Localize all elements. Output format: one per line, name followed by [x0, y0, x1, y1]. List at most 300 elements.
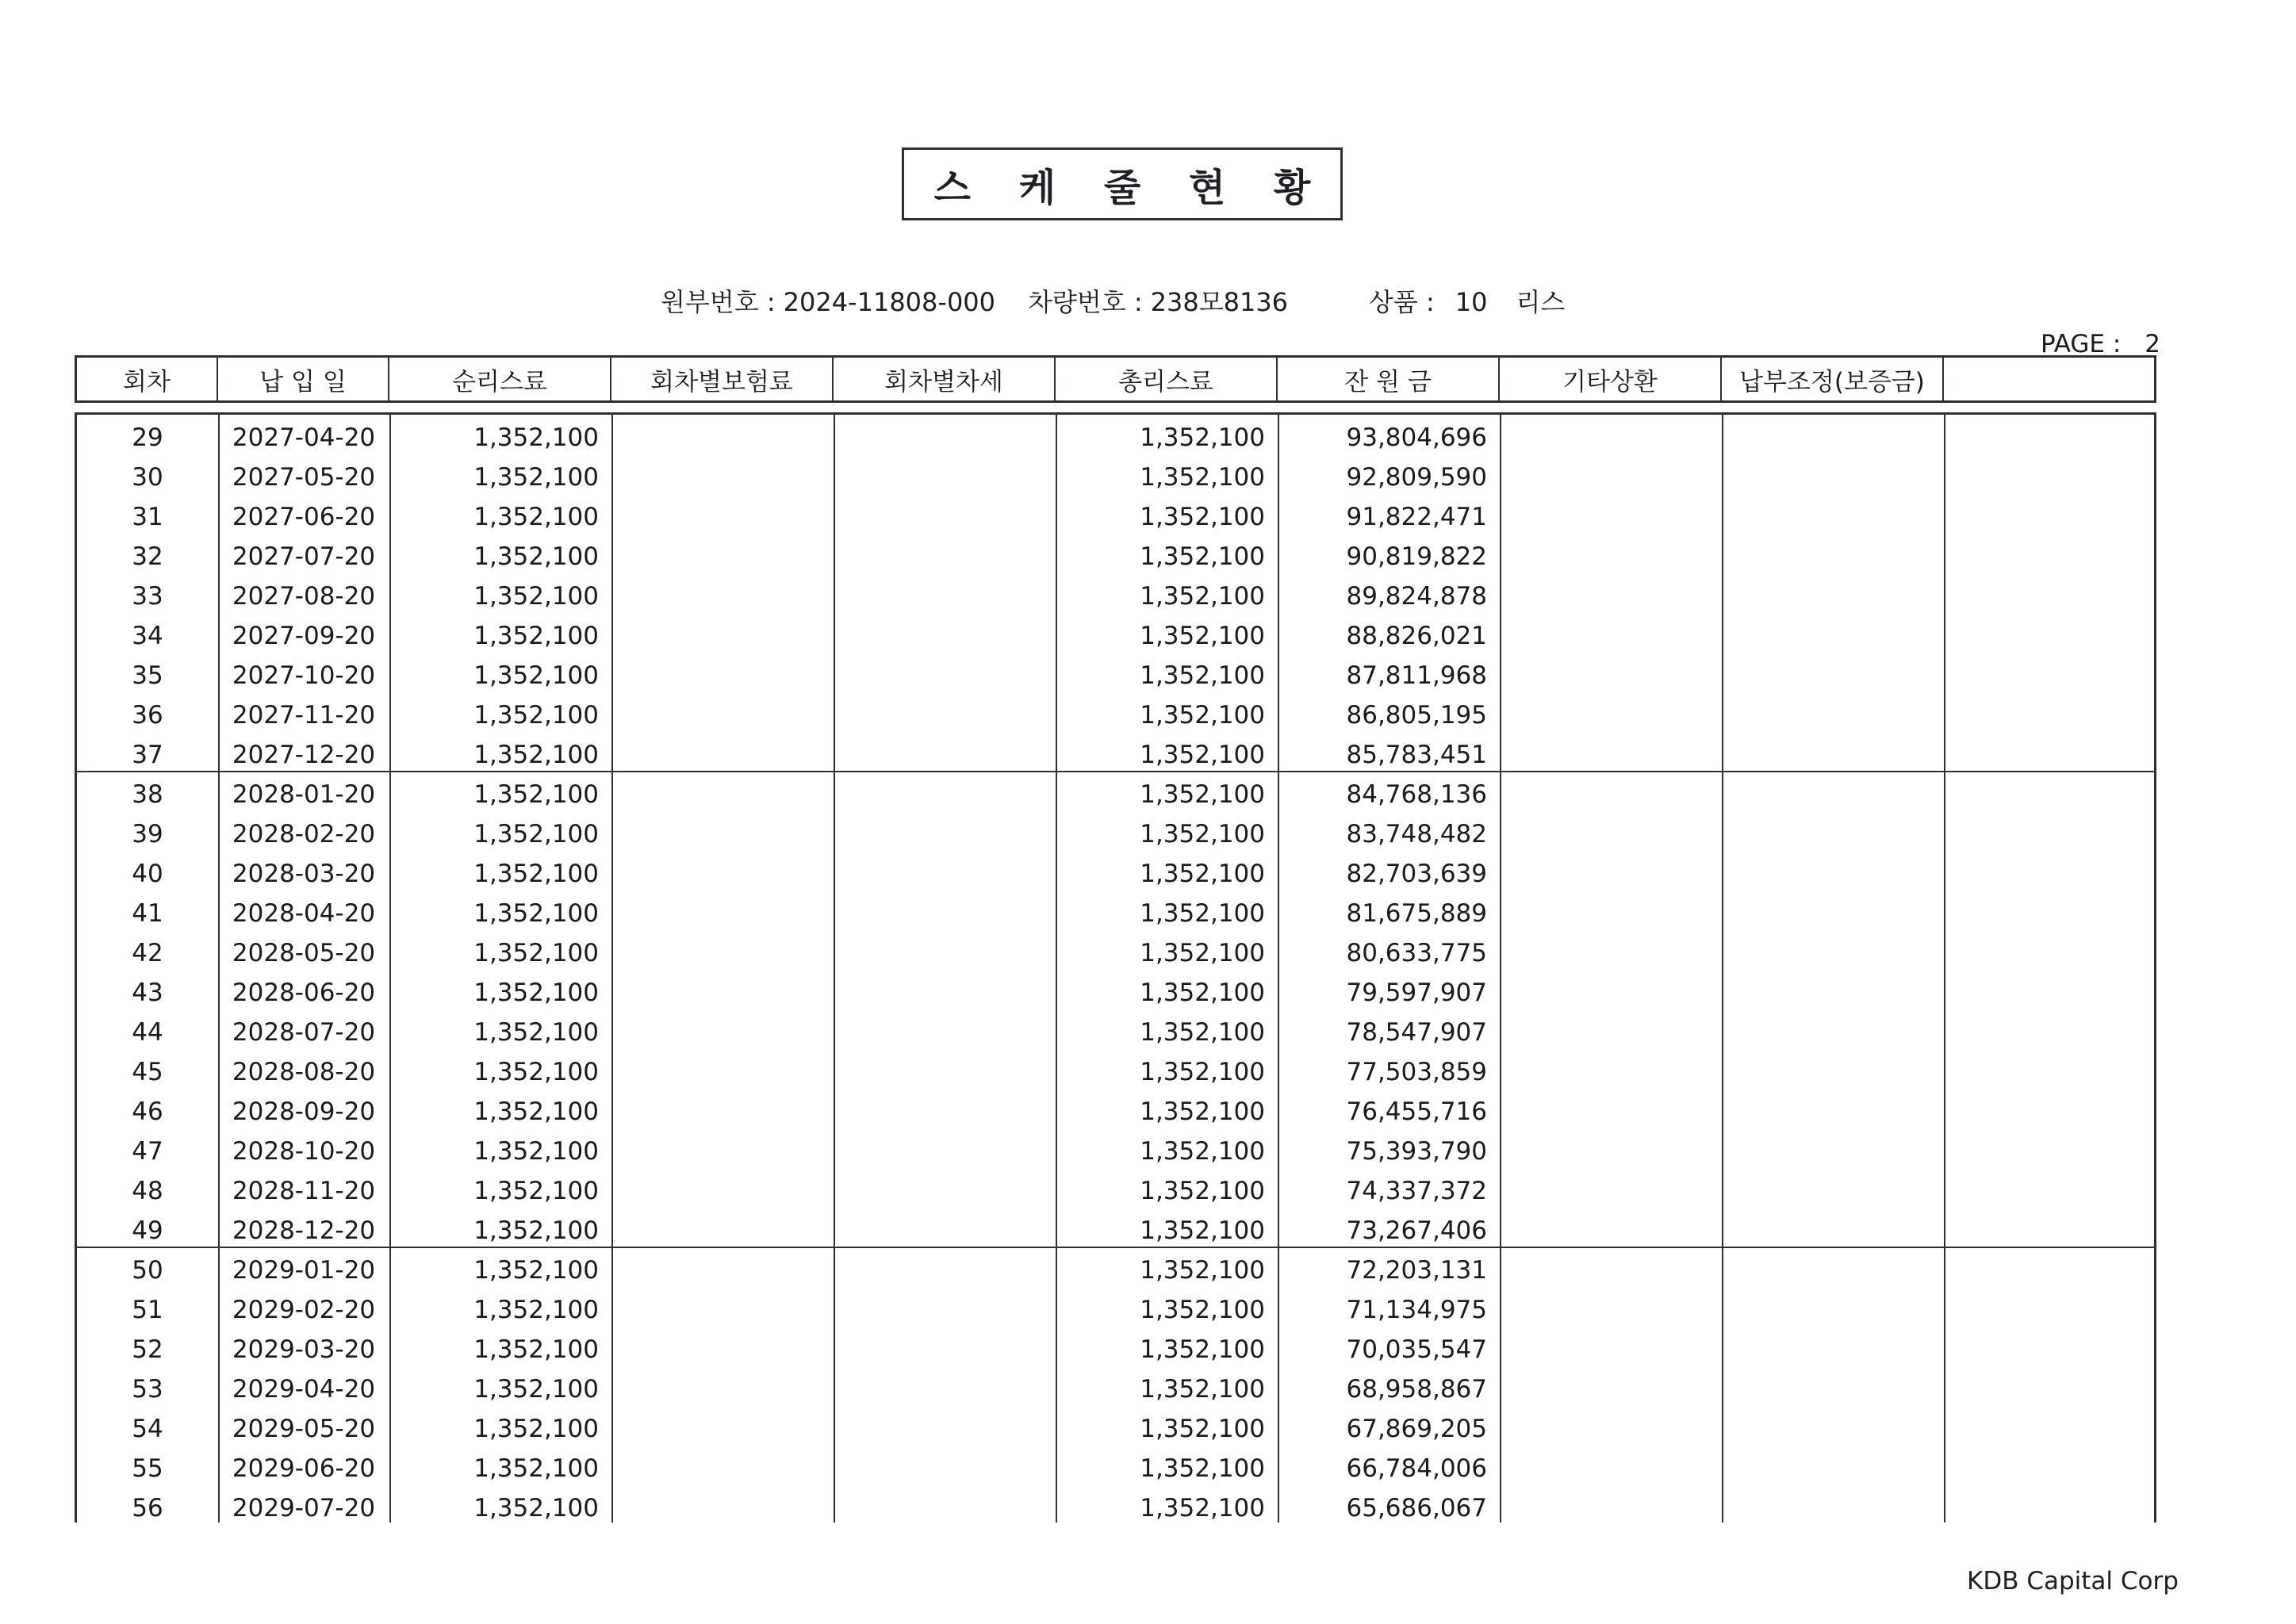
total-lease-fee-cell: 1,352,100 [1140, 1097, 1265, 1126]
total-lease-fee-cell: 1,352,100 [1140, 463, 1265, 492]
remaining-principal-cell: 89,824,878 [1346, 582, 1487, 611]
payment-adjustment-cell [1722, 537, 1944, 576]
blank-cell [1944, 1251, 2154, 1290]
installment-cell: 51 [132, 1296, 163, 1324]
payment-adjustment-cell [1722, 1251, 1944, 1290]
remaining-principal-cell: 84,768,136 [1346, 780, 1487, 809]
payment-date-cell: 2029-06-20 [232, 1454, 376, 1483]
insurance-cell [611, 537, 834, 576]
payment-adjustment-cell [1722, 418, 1944, 458]
blank-cell [1944, 894, 2154, 933]
blank-cell [1944, 854, 2154, 894]
payment-adjustment-cell [1722, 1132, 1944, 1171]
payment-adjustment-cell [1722, 458, 1944, 497]
table-row [77, 1488, 2154, 1528]
other-repayment-cell [1500, 656, 1722, 695]
other-repayment-cell [1500, 1052, 1722, 1092]
net-lease-fee-cell: 1,352,100 [473, 1137, 599, 1166]
insurance-cell [611, 1211, 834, 1251]
col-header-remaining-principal: 잔 원 금 [1278, 358, 1500, 400]
blank-cell [1944, 1330, 2154, 1369]
insurance-cell [611, 458, 834, 497]
table-row [77, 418, 2154, 458]
vehicle-tax-cell [834, 735, 1056, 775]
table-row [77, 537, 2154, 576]
table-row [77, 695, 2154, 735]
product-name: 리스 [1516, 287, 1566, 317]
table-row [77, 973, 2154, 1013]
blank-cell [1944, 537, 2154, 576]
table-row [77, 1013, 2154, 1052]
net-lease-fee-cell: 1,352,100 [473, 1335, 599, 1364]
remaining-principal-cell: 73,267,406 [1346, 1216, 1487, 1245]
payment-adjustment-cell [1722, 1013, 1944, 1052]
payment-adjustment-cell [1722, 1052, 1944, 1092]
installment-cell: 50 [132, 1256, 163, 1285]
remaining-principal-cell: 90,819,822 [1346, 542, 1487, 571]
installment-cell: 41 [132, 899, 163, 928]
col-header-payment-adjustment: 납부조정(보증금) [1722, 358, 1944, 400]
total-lease-fee-cell: 1,352,100 [1140, 860, 1265, 888]
installment-cell: 36 [132, 701, 163, 730]
net-lease-fee-cell: 1,352,100 [473, 1177, 599, 1205]
blank-cell [1944, 1449, 2154, 1488]
insurance-cell [611, 814, 834, 854]
payment-adjustment-cell [1722, 1449, 1944, 1488]
remaining-principal-cell: 88,826,021 [1346, 622, 1487, 650]
remaining-principal-cell: 85,783,451 [1346, 741, 1487, 769]
net-lease-fee-cell: 1,352,100 [473, 1018, 599, 1047]
net-lease-fee-cell: 1,352,100 [473, 701, 599, 730]
payment-adjustment-cell [1722, 854, 1944, 894]
net-lease-fee-cell: 1,352,100 [473, 661, 599, 690]
blank-cell [1944, 576, 2154, 616]
net-lease-fee-cell: 1,352,100 [473, 939, 599, 967]
payment-date-cell: 2029-07-20 [232, 1494, 376, 1522]
other-repayment-cell [1500, 1449, 1722, 1488]
installment-cell: 33 [132, 582, 163, 611]
total-lease-fee-cell: 1,352,100 [1140, 542, 1265, 571]
insurance-cell [611, 1171, 834, 1211]
insurance-cell [611, 1488, 834, 1528]
remaining-principal-cell: 68,958,867 [1346, 1375, 1487, 1404]
vehicle-tax-cell [834, 1052, 1056, 1092]
payment-date-cell: 2027-04-20 [232, 423, 376, 452]
vehicle-tax-cell [834, 1013, 1056, 1052]
vehicle-number-label: 차량번호 : [1028, 287, 1143, 317]
col-header-installment: 회차 [77, 358, 218, 400]
insurance-cell [611, 735, 834, 775]
net-lease-fee-cell: 1,352,100 [473, 860, 599, 888]
other-repayment-cell [1500, 418, 1722, 458]
total-lease-fee-cell: 1,352,100 [1140, 1296, 1265, 1324]
total-lease-fee-cell: 1,352,100 [1140, 701, 1265, 730]
payment-date-cell: 2028-04-20 [232, 899, 376, 928]
remaining-principal-cell: 83,748,482 [1346, 820, 1487, 848]
remaining-principal-cell: 81,675,889 [1346, 899, 1487, 928]
other-repayment-cell [1500, 1290, 1722, 1330]
remaining-principal-cell: 72,203,131 [1346, 1256, 1487, 1285]
payment-date-cell: 2029-03-20 [232, 1335, 376, 1364]
payment-adjustment-cell [1722, 1488, 1944, 1528]
net-lease-fee-cell: 1,352,100 [473, 542, 599, 571]
other-repayment-cell [1500, 616, 1722, 656]
vehicle-tax-cell [834, 1449, 1056, 1488]
vehicle-tax-cell [834, 1132, 1056, 1171]
other-repayment-cell [1500, 775, 1722, 814]
installment-cell: 43 [132, 979, 163, 1007]
product-code: 10 [1455, 287, 1488, 317]
vehicle-tax-cell [834, 933, 1056, 973]
installment-cell: 46 [132, 1097, 163, 1126]
vehicle-tax-cell [834, 1369, 1056, 1409]
payment-adjustment-cell [1722, 894, 1944, 933]
payment-adjustment-cell [1722, 735, 1944, 775]
blank-cell [1944, 1409, 2154, 1449]
insurance-cell [611, 616, 834, 656]
net-lease-fee-cell: 1,352,100 [473, 1256, 599, 1285]
other-repayment-cell [1500, 1092, 1722, 1132]
vehicle-tax-cell [834, 1290, 1056, 1330]
table-header [75, 355, 2156, 403]
payment-date-cell: 2027-05-20 [232, 463, 376, 492]
vehicle-tax-cell [834, 1488, 1056, 1528]
installment-cell: 54 [132, 1415, 163, 1443]
net-lease-fee-cell: 1,352,100 [473, 423, 599, 452]
vehicle-tax-cell [834, 775, 1056, 814]
title-box [902, 147, 1343, 220]
installment-cell: 56 [132, 1494, 163, 1522]
payment-date-cell: 2028-05-20 [232, 939, 376, 967]
payment-date-cell: 2029-05-20 [232, 1415, 376, 1443]
payment-date-cell: 2028-09-20 [232, 1097, 376, 1126]
payment-date-cell: 2028-07-20 [232, 1018, 376, 1047]
installment-cell: 29 [132, 423, 163, 452]
table-row [77, 933, 2154, 973]
table-row [77, 1330, 2154, 1369]
table-row [77, 894, 2154, 933]
total-lease-fee-cell: 1,352,100 [1140, 1375, 1265, 1404]
table-row [77, 458, 2154, 497]
total-lease-fee-cell: 1,352,100 [1140, 1058, 1265, 1086]
other-repayment-cell [1500, 537, 1722, 576]
vehicle-tax-cell [834, 1330, 1056, 1369]
insurance-cell [611, 418, 834, 458]
remaining-principal-cell: 87,811,968 [1346, 661, 1487, 690]
blank-cell [1944, 933, 2154, 973]
insurance-cell [611, 1013, 834, 1052]
contract-info-row [0, 282, 2296, 322]
remaining-principal-cell: 78,547,907 [1346, 1018, 1487, 1047]
blank-cell [1944, 497, 2154, 537]
total-lease-fee-cell: 1,352,100 [1140, 1137, 1265, 1166]
payment-adjustment-cell [1722, 1211, 1944, 1251]
net-lease-fee-cell: 1,352,100 [473, 463, 599, 492]
other-repayment-cell [1500, 814, 1722, 854]
product-label: 상품 : [1369, 287, 1435, 317]
payment-adjustment-cell [1722, 1409, 1944, 1449]
insurance-cell [611, 695, 834, 735]
blank-cell [1944, 1290, 2154, 1330]
payment-date-cell: 2027-11-20 [232, 701, 376, 730]
table-row [77, 775, 2154, 814]
company-name: KDB Capital Corp [1967, 1567, 2179, 1595]
blank-cell [1944, 1211, 2154, 1251]
col-header-insurance: 회차별보험료 [611, 358, 834, 400]
remaining-principal-cell: 75,393,790 [1346, 1137, 1487, 1166]
total-lease-fee-cell: 1,352,100 [1140, 622, 1265, 650]
payment-adjustment-cell [1722, 497, 1944, 537]
total-lease-fee-cell: 1,352,100 [1140, 1415, 1265, 1443]
remaining-principal-cell: 67,869,205 [1346, 1415, 1487, 1443]
total-lease-fee-cell: 1,352,100 [1140, 899, 1265, 928]
total-lease-fee-cell: 1,352,100 [1140, 661, 1265, 690]
other-repayment-cell [1500, 894, 1722, 933]
insurance-cell [611, 933, 834, 973]
other-repayment-cell [1500, 973, 1722, 1013]
payment-date-cell: 2028-06-20 [232, 979, 376, 1007]
total-lease-fee-cell: 1,352,100 [1140, 1177, 1265, 1205]
vehicle-tax-cell [834, 1409, 1056, 1449]
col-header-payment-date: 납 입 일 [218, 358, 389, 400]
vehicle-tax-cell [834, 1171, 1056, 1211]
insurance-cell [611, 854, 834, 894]
other-repayment-cell [1500, 458, 1722, 497]
other-repayment-cell [1500, 735, 1722, 775]
other-repayment-cell [1500, 497, 1722, 537]
col-header-net-lease-fee: 순리스료 [389, 358, 611, 400]
col-header-total-lease-fee: 총리스료 [1056, 358, 1278, 400]
insurance-cell [611, 1251, 834, 1290]
payment-adjustment-cell [1722, 1369, 1944, 1409]
vehicle-tax-cell [834, 894, 1056, 933]
payment-date-cell: 2027-09-20 [232, 622, 376, 650]
payment-adjustment-cell [1722, 933, 1944, 973]
vehicle-tax-cell [834, 418, 1056, 458]
insurance-cell [611, 1132, 834, 1171]
installment-cell: 32 [132, 542, 163, 571]
other-repayment-cell [1500, 933, 1722, 973]
vehicle-tax-cell [834, 576, 1056, 616]
payment-date-cell: 2028-01-20 [232, 780, 376, 809]
installment-cell: 40 [132, 860, 163, 888]
blank-cell [1944, 418, 2154, 458]
payment-adjustment-cell [1722, 814, 1944, 854]
other-repayment-cell [1500, 1330, 1722, 1369]
remaining-principal-cell: 65,686,067 [1346, 1494, 1487, 1522]
payment-adjustment-cell [1722, 656, 1944, 695]
net-lease-fee-cell: 1,352,100 [473, 1454, 599, 1483]
remaining-principal-cell: 66,784,006 [1346, 1454, 1487, 1483]
payment-date-cell: 2028-02-20 [232, 820, 376, 848]
insurance-cell [611, 1369, 834, 1409]
table-row [77, 1092, 2154, 1132]
blank-cell [1944, 1013, 2154, 1052]
insurance-cell [611, 1052, 834, 1092]
insurance-cell [611, 1092, 834, 1132]
net-lease-fee-cell: 1,352,100 [473, 1296, 599, 1324]
other-repayment-cell [1500, 854, 1722, 894]
other-repayment-cell [1500, 1132, 1722, 1171]
payment-adjustment-cell [1722, 1330, 1944, 1369]
insurance-cell [611, 1290, 834, 1330]
installment-cell: 55 [132, 1454, 163, 1483]
remaining-principal-cell: 76,455,716 [1346, 1097, 1487, 1126]
net-lease-fee-cell: 1,352,100 [473, 820, 599, 848]
installment-cell: 30 [132, 463, 163, 492]
net-lease-fee-cell: 1,352,100 [473, 741, 599, 769]
col-header-blank [1944, 358, 2154, 400]
other-repayment-cell [1500, 695, 1722, 735]
vehicle-tax-cell [834, 497, 1056, 537]
remaining-principal-cell: 77,503,859 [1346, 1058, 1487, 1086]
insurance-cell [611, 656, 834, 695]
remaining-principal-cell: 86,805,195 [1346, 701, 1487, 730]
blank-cell [1944, 735, 2154, 775]
vehicle-tax-cell [834, 458, 1056, 497]
net-lease-fee-cell: 1,352,100 [473, 582, 599, 611]
total-lease-fee-cell: 1,352,100 [1140, 780, 1265, 809]
vehicle-tax-cell [834, 616, 1056, 656]
blank-cell [1944, 1171, 2154, 1211]
payment-date-cell: 2028-11-20 [232, 1177, 376, 1205]
remaining-principal-cell: 79,597,907 [1346, 979, 1487, 1007]
blank-cell [1944, 1052, 2154, 1092]
remaining-principal-cell: 91,822,471 [1346, 503, 1487, 531]
payment-adjustment-cell [1722, 576, 1944, 616]
table-row [77, 814, 2154, 854]
net-lease-fee-cell: 1,352,100 [473, 1216, 599, 1245]
total-lease-fee-cell: 1,352,100 [1140, 582, 1265, 611]
table-row [77, 656, 2154, 695]
blank-cell [1944, 695, 2154, 735]
contract-number-label: 원부번호 : [661, 287, 776, 317]
col-header-other-repayment: 기타상환 [1500, 358, 1722, 400]
page-number-value: 2 [2145, 330, 2161, 358]
total-lease-fee-cell: 1,352,100 [1140, 1256, 1265, 1285]
total-lease-fee-cell: 1,352,100 [1140, 423, 1265, 452]
other-repayment-cell [1500, 1171, 1722, 1211]
insurance-cell [611, 1330, 834, 1369]
vehicle-tax-cell [834, 1092, 1056, 1132]
vehicle-tax-cell [834, 1251, 1056, 1290]
remaining-principal-cell: 71,134,975 [1346, 1296, 1487, 1324]
blank-cell [1944, 1132, 2154, 1171]
vehicle-tax-cell [834, 1211, 1056, 1251]
remaining-principal-cell: 92,809,590 [1346, 463, 1487, 492]
installment-cell: 48 [132, 1177, 163, 1205]
total-lease-fee-cell: 1,352,100 [1140, 1494, 1265, 1522]
vehicle-tax-cell [834, 854, 1056, 894]
vehicle-tax-cell [834, 537, 1056, 576]
total-lease-fee-cell: 1,352,100 [1140, 1454, 1265, 1483]
payment-adjustment-cell [1722, 973, 1944, 1013]
installment-cell: 35 [132, 661, 163, 690]
net-lease-fee-cell: 1,352,100 [473, 1494, 599, 1522]
insurance-cell [611, 973, 834, 1013]
remaining-principal-cell: 70,035,547 [1346, 1335, 1487, 1364]
payment-adjustment-cell [1722, 1171, 1944, 1211]
net-lease-fee-cell: 1,352,100 [473, 1097, 599, 1126]
payment-date-cell: 2027-10-20 [232, 661, 376, 690]
blank-cell [1944, 616, 2154, 656]
total-lease-fee-cell: 1,352,100 [1140, 503, 1265, 531]
payment-date-cell: 2028-10-20 [232, 1137, 376, 1166]
payment-date-cell: 2029-01-20 [232, 1256, 376, 1285]
table-row [77, 735, 2154, 775]
remaining-principal-cell: 82,703,639 [1346, 860, 1487, 888]
installment-cell: 31 [132, 503, 163, 531]
payment-adjustment-cell [1722, 695, 1944, 735]
table-row [77, 616, 2154, 656]
table-row [77, 1171, 2154, 1211]
remaining-principal-cell: 74,337,372 [1346, 1177, 1487, 1205]
net-lease-fee-cell: 1,352,100 [473, 1058, 599, 1086]
insurance-cell [611, 576, 834, 616]
table-row [77, 1132, 2154, 1171]
installment-cell: 53 [132, 1375, 163, 1404]
vehicle-tax-cell [834, 973, 1056, 1013]
blank-cell [1944, 656, 2154, 695]
other-repayment-cell [1500, 1369, 1722, 1409]
installment-cell: 39 [132, 820, 163, 848]
total-lease-fee-cell: 1,352,100 [1140, 820, 1265, 848]
installment-cell: 49 [132, 1216, 163, 1245]
net-lease-fee-cell: 1,352,100 [473, 979, 599, 1007]
net-lease-fee-cell: 1,352,100 [473, 622, 599, 650]
payment-date-cell: 2027-12-20 [232, 741, 376, 769]
installment-cell: 37 [132, 741, 163, 769]
payment-date-cell: 2029-02-20 [232, 1296, 376, 1324]
table-row [77, 1409, 2154, 1449]
document-title: 스 케 줄 현 황 [933, 165, 1328, 210]
vehicle-tax-cell [834, 814, 1056, 854]
payment-adjustment-cell [1722, 775, 1944, 814]
table-row [77, 497, 2154, 537]
installment-cell: 52 [132, 1335, 163, 1364]
total-lease-fee-cell: 1,352,100 [1140, 1216, 1265, 1245]
total-lease-fee-cell: 1,352,100 [1140, 979, 1265, 1007]
insurance-cell [611, 1409, 834, 1449]
payment-adjustment-cell [1722, 1290, 1944, 1330]
table-row [77, 1211, 2154, 1251]
payment-date-cell: 2027-08-20 [232, 582, 376, 611]
net-lease-fee-cell: 1,352,100 [473, 503, 599, 531]
total-lease-fee-cell: 1,352,100 [1140, 1018, 1265, 1047]
other-repayment-cell [1500, 1211, 1722, 1251]
other-repayment-cell [1500, 576, 1722, 616]
total-lease-fee-cell: 1,352,100 [1140, 939, 1265, 967]
payment-date-cell: 2028-12-20 [232, 1216, 376, 1245]
blank-cell [1944, 458, 2154, 497]
vehicle-tax-cell [834, 656, 1056, 695]
table-row [77, 1251, 2154, 1290]
payment-date-cell: 2028-03-20 [232, 860, 376, 888]
installment-cell: 42 [132, 939, 163, 967]
installment-cell: 38 [132, 780, 163, 809]
installment-cell: 47 [132, 1137, 163, 1166]
blank-cell [1944, 814, 2154, 854]
blank-cell [1944, 1488, 2154, 1528]
table-row [77, 1052, 2154, 1092]
contract-number [661, 282, 995, 319]
total-lease-fee-cell: 1,352,100 [1140, 1335, 1265, 1364]
table-row [77, 854, 2154, 894]
insurance-cell [611, 775, 834, 814]
payment-date-cell: 2027-07-20 [232, 542, 376, 571]
net-lease-fee-cell: 1,352,100 [473, 1375, 599, 1404]
remaining-principal-cell: 80,633,775 [1346, 939, 1487, 967]
